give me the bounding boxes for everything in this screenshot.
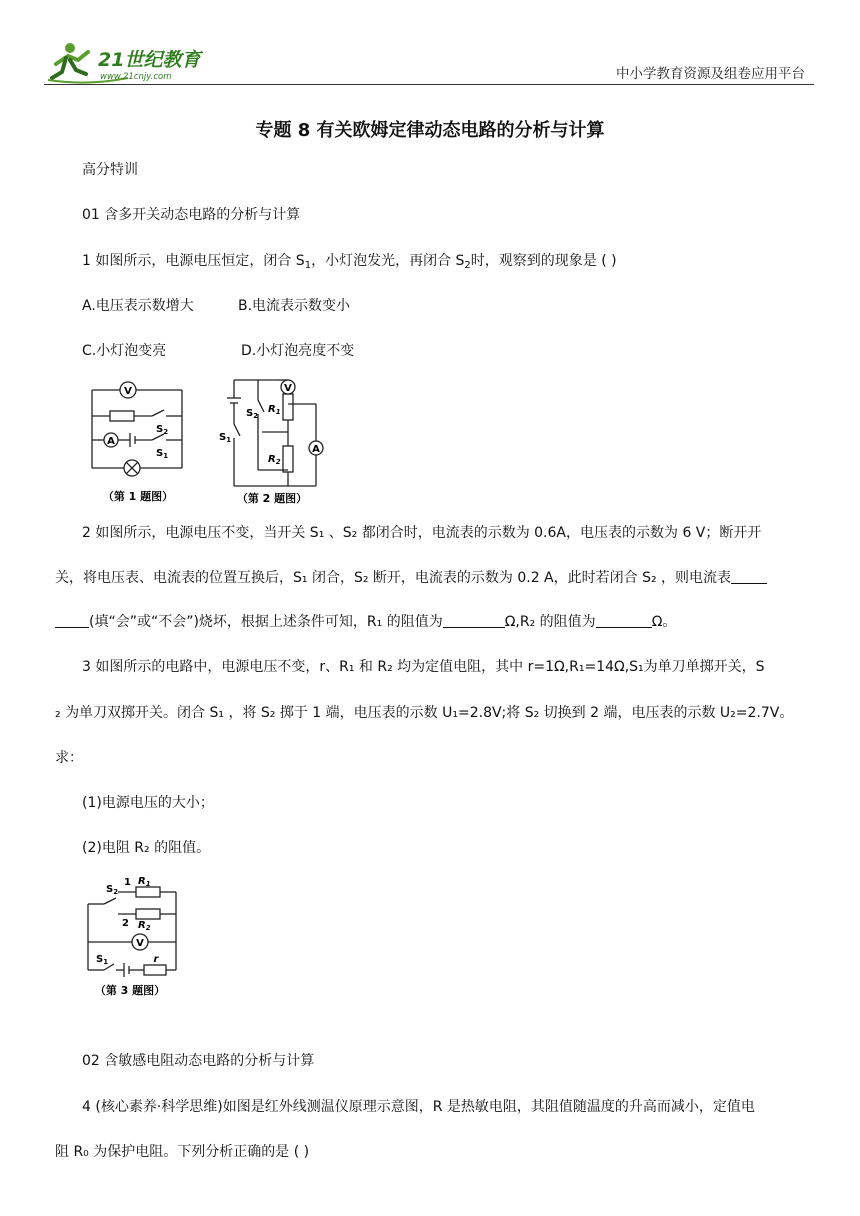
q1-text-c: 时，观察到的现象是 ( ) (470, 253, 617, 269)
fig3-s1-label: S (96, 954, 104, 965)
fig3-r1-label: R (138, 876, 146, 887)
figure-1-circuit (82, 378, 192, 508)
q1-option-d: D.小灯泡亮度不变 (241, 343, 355, 359)
q3-line-3: 求： (55, 750, 83, 766)
fig3-terminal-2: 2 (122, 918, 129, 929)
fig3-s2-label: S (106, 884, 114, 895)
fig3-r2-label: R (138, 920, 146, 931)
q1-sub-a: 1 (304, 260, 312, 271)
fig3-r2-sub: 2 (145, 924, 151, 932)
q4-line-1: 4 (核心素养·科学思维)如图是红外线测温仪原理示意图，R 是热敏电阻，其阻值随温度的升高而减小，定值电 (82, 1099, 755, 1115)
section-2-heading: 02 含敏感电阻动态电路的分析与计算 (82, 1053, 315, 1069)
q1-text-a: 1 如图所示，电源电压恒定，闭合 S (82, 253, 305, 269)
fig3-terminal-1: 1 (124, 877, 131, 888)
fig2-s1-sub: 1 (226, 436, 232, 444)
svg-text:S1 (219, 432, 231, 444)
fig1-s2-label: S (156, 424, 164, 435)
q2-line-3b: Ω,R₂ 的阻值为 (504, 614, 596, 630)
q1-option-b: B.电流表示数变小 (238, 298, 351, 314)
platform-name: 中小学教育资源及组卷应用平台 (616, 66, 805, 82)
q3-sub-question-1: (1)电源电压的大小； (82, 795, 214, 811)
fig1-s2-sub: 2 (163, 428, 169, 436)
fig3-voltmeter-label: V (136, 938, 144, 949)
fig1-voltmeter-label: V (124, 386, 132, 397)
fig2-r1-label: R (268, 404, 276, 415)
q2-line-3c: Ω。 (651, 614, 677, 630)
fig2-s2-label: S (246, 408, 254, 419)
svg-text:R2 (138, 920, 151, 932)
question-1 (82, 251, 617, 276)
fig2-r2-sub: 2 (275, 458, 281, 466)
page-title: 专题 8 有关欧姆定律动态电路的分析与计算 (255, 120, 605, 141)
figure-3-caption: （第 3 题图） (94, 984, 166, 997)
figure-1-caption: （第 1 题图） (102, 490, 174, 503)
q1-text-b: ，小灯泡发光，再闭合 S (311, 253, 465, 269)
q2-blank-2 (443, 614, 505, 628)
svg-text:S1 (96, 954, 108, 966)
logo-main: 21世纪教育 (98, 49, 201, 71)
section-1-heading: 01 含多开关动态电路的分析与计算 (82, 207, 301, 223)
svg-text:S2 (246, 408, 258, 420)
fig1-s1-sub: 1 (163, 452, 169, 460)
q2-blank-1b (55, 614, 89, 628)
training-heading: 高分特训 (82, 162, 138, 178)
fig3-s2-sub: 2 (113, 888, 119, 896)
figure-2-circuit (214, 374, 334, 509)
q1-sub-b: 2 (464, 260, 471, 271)
fig3-s1-sub: 1 (103, 958, 109, 966)
q1-option-c: C.小灯泡变亮 (82, 343, 167, 359)
q2-line-2 (55, 568, 767, 588)
q1-option-a: A.电压表示数增大 (82, 298, 194, 314)
header-divider (44, 84, 814, 85)
fig3-r1-sub: 1 (145, 880, 151, 888)
svg-text:R2 (268, 454, 281, 466)
lamp-icon (124, 460, 140, 476)
figure-2-caption: （第 2 题图） (236, 492, 308, 505)
svg-text:S1 (156, 448, 168, 460)
q3-sub-question-2: (2)电阻 R₂ 的阻值。 (82, 840, 211, 856)
fig3-r-label: r (153, 954, 159, 965)
fig2-ammeter-label: A (312, 444, 320, 455)
svg-text:S2 (106, 884, 118, 896)
fig2-s1-label: S (219, 432, 227, 443)
svg-text:R1 (268, 404, 281, 416)
q2-line-1: 2 如图所示，电源电压不变，当开关 S₁ 、S₂ 都闭合时，电流表的示数为 0.6A，电压表的示数为 6 V；断开开 (82, 525, 762, 541)
fig2-r2-label: R (268, 454, 276, 465)
fig2-r1-sub: 1 (275, 408, 281, 416)
q2-line-3a: (填“会”或“不会”)烧坏，根据上述条件可知，R₁ 的阻值为 (89, 614, 443, 630)
q3-line-2: ₂ 为单刀双掷开关。闭合 S₁ ，将 S₂ 掷于 1 端，电压表的示数 U₁=2.8V;将 S₂ 切换到 2 端，电压表的示数 U₂=2.7V。 (55, 705, 794, 721)
q2-blank-1a (731, 570, 767, 584)
figure-3-circuit (82, 870, 192, 1002)
q2-blank-3 (596, 614, 652, 628)
logo-url: www.21cnjy.com (100, 72, 172, 82)
fig2-voltmeter-label: V (284, 383, 292, 394)
q3-line-1: 3 如图所示的电路中，电源电压不变，r、R₁ 和 R₂ 均为定值电阻，其中 r=1Ω,R₁=14Ω,S₁为单刀单掷开关，S (82, 659, 765, 675)
q2-line-3 (55, 612, 676, 632)
fig1-ammeter-label: A (107, 436, 115, 447)
fig1-s1-label: S (156, 448, 164, 459)
logo (48, 40, 218, 84)
svg-text:S2 (156, 424, 168, 436)
svg-text:R1 (138, 876, 151, 888)
q4-line-2: 阻 R₀ 为保护电阻。下列分析正确的是 ( ) (55, 1144, 310, 1160)
fig2-s2-sub: 2 (253, 412, 259, 420)
q2-line-2-text: 关，将电压表、电流表的位置互换后，S₁ 闭合，S₂ 断开，电流表的示数为 0.2 A，此时若闭合 S₂ ，则电流表 (55, 570, 732, 586)
